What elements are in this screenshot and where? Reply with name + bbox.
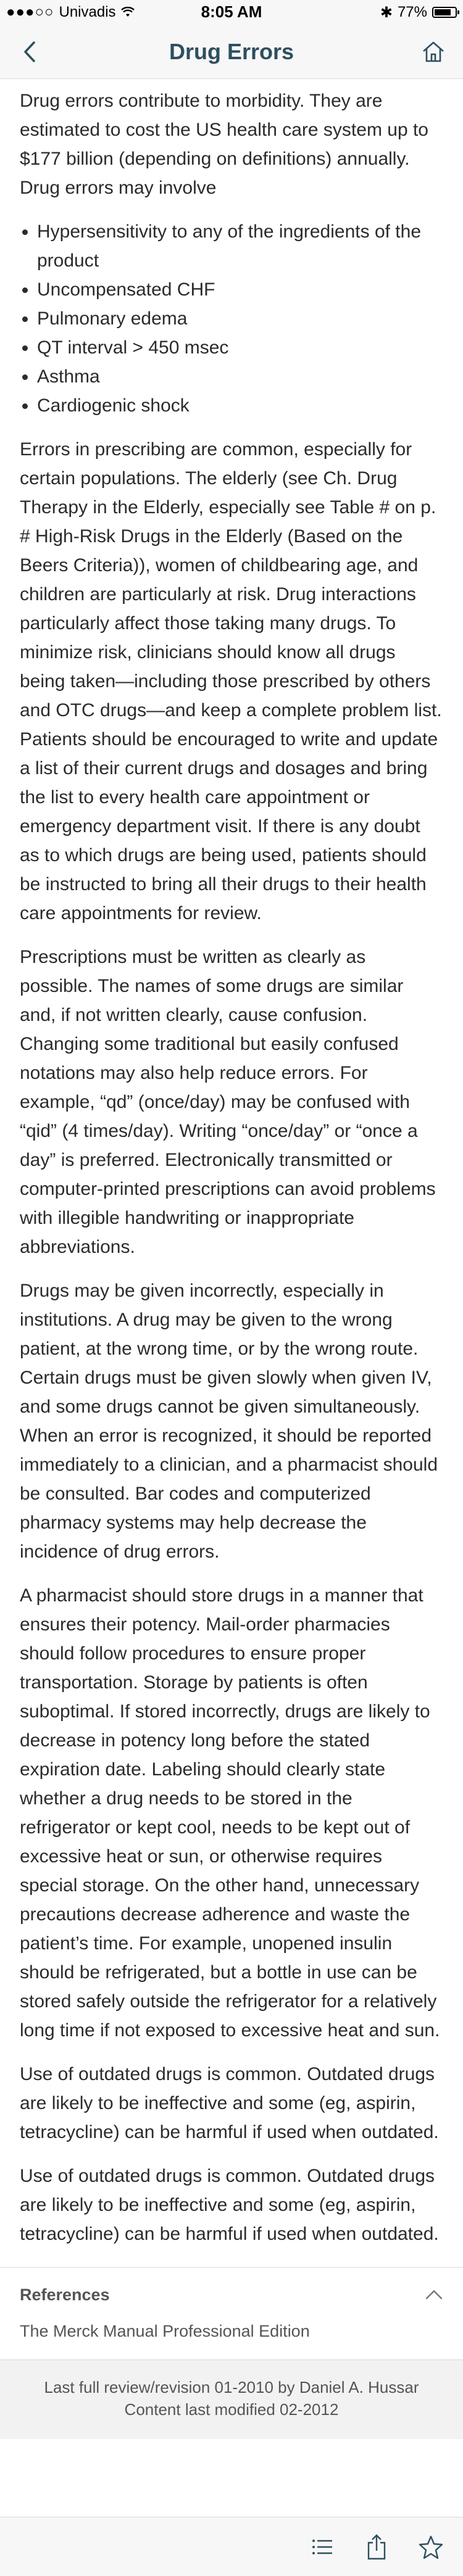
list-item: • Uncompensated CHF [37, 275, 443, 304]
nav-bar [0, 25, 463, 79]
battery-icon [432, 7, 457, 18]
signal-icon: ●●●○○ [6, 4, 54, 20]
share-icon [367, 2534, 386, 2560]
star-icon [419, 2535, 443, 2559]
page-title: Drug Errors [169, 38, 294, 64]
list-item: • QT interval > 450 msec [37, 333, 443, 362]
review-info [0, 2359, 463, 2439]
status-bar [0, 0, 463, 25]
paragraph-administration: Drugs may be given incorrectly, especially in institutions. A drug may be given to the wrong patient, at the wrong time, or by the wrong route. Certain drugs must be given slowly when given IV, and some drugs cannot be given simultaneously. When an error is recognized, it should be reported immediately to a clinician, and a pharmacist should be consulted. Bar codes and computerized pharmacy systems may help decrease the incidence of drug errors. [20, 1281, 438, 1562]
bottom-toolbar [0, 2517, 463, 2576]
paragraph-outdated: Use of outdated drugs is common. Outdated drugs are likely to be ineffective and some (eg, aspirin, tetracycline) can be harmful if used when outdated. [20, 2064, 439, 2142]
list-item: • Pulmonary edema [37, 304, 443, 333]
status-time: 8:05 AM [201, 2, 262, 21]
share-button[interactable] [363, 2533, 390, 2561]
list-item: • Asthma [37, 362, 443, 391]
references-section [0, 2267, 463, 2359]
paragraph-outdated-repeat: Use of outdated drugs is common. Outdated drugs are likely to be ineffective and some (eg, aspirin, tetracycline) can be harmful if used when outdated. [20, 2166, 439, 2244]
home-icon [421, 39, 446, 64]
article-content [0, 79, 463, 2248]
home-button[interactable] [416, 35, 451, 69]
chevron-left-icon [22, 41, 37, 63]
bluetooth-icon: ✱ [380, 4, 393, 21]
paragraph-prescribing: Errors in prescribing are common, especially for certain populations. The elderly (see Ch. Drug Therapy in the Elderly, especially see Table # on p. # High-Risk Drugs in the Elderly (Based on the Beers Criteria)), women of childbearing age, and children are particularly at risk. Drug interactions particularly affect those taking many drugs. To minimize risk, clinicians should know all drugs being taken—including those prescribed by others and OTC drugs—and keep a complete problem list. Patients should be encouraged to write and update a list of their current drugs and dosages and bring the list to every health care appointment or emergency department visit. If there is any doubt as to which drugs are being used, patients should be instructed to bring all their drugs to their health care appointments for review. [20, 439, 442, 923]
list-icon [311, 2538, 333, 2556]
list-item: • Hypersensitivity to any of the ingredients of the product [37, 217, 443, 275]
review-line: Last full review/revision 01-2010 by Daniel A. Hussar [44, 2378, 419, 2396]
carrier-name: Univadis [59, 4, 116, 20]
references-title: References [20, 2285, 110, 2304]
modified-line: Content last modified 02-2012 [124, 2400, 339, 2419]
chevron-up-icon [425, 2289, 443, 2300]
paragraph-storage: A pharmacist should store drugs in a manner that ensures their potency. Mail-order pharmacies should follow procedures to ensure proper transportation. Storage by patients is often suboptimal. If stored incorrectly, drugs are likely to decrease in potency long before the stated expiration date. Labeling should clearly state whether a drug needs to be stored in the refrigerator or kept cool, needs to be kept out of excessive heat or sun, or otherwise requires special storage. On the other hand, unnecessary precautions decrease adherence and waste the patient’s time. For example, unopened insulin should be refrigerated, but a bottle in use can be stored safely outside the refrigerator for a relatively long time if not exposed to excessive heat and sun. [20, 1585, 440, 2041]
references-toggle[interactable] [20, 2268, 443, 2322]
paragraph-prescriptions: Prescriptions must be written as clearly as possible. The names of some drugs are similar and, if not written clearly, cause confusion. Changing some traditional but easily confused notations may also help reduce errors. For example, “qd” (once/day) may be confused with “qid” (4 times/day). Writing “once/day” or “once a day” is preferred. Electronically transmitted or computer-printed prescriptions can avoid problems with illegible handwriting or inappropriate abbreviations. [20, 947, 436, 1257]
battery-percent: 77% [397, 4, 427, 20]
reference-item[interactable]: The Merck Manual Professional Edition [20, 2322, 310, 2340]
list-item: • Cardiogenic shock [37, 391, 443, 420]
intro-paragraph: Drug errors contribute to morbidity. They are estimated to cost the US health care system up to $177 billion (depending on definitions) annually. Drug errors may involve [20, 91, 428, 198]
back-button[interactable] [12, 35, 47, 69]
favorite-button[interactable] [417, 2533, 444, 2561]
contents-button[interactable] [309, 2533, 336, 2561]
bullet-list [20, 217, 443, 420]
